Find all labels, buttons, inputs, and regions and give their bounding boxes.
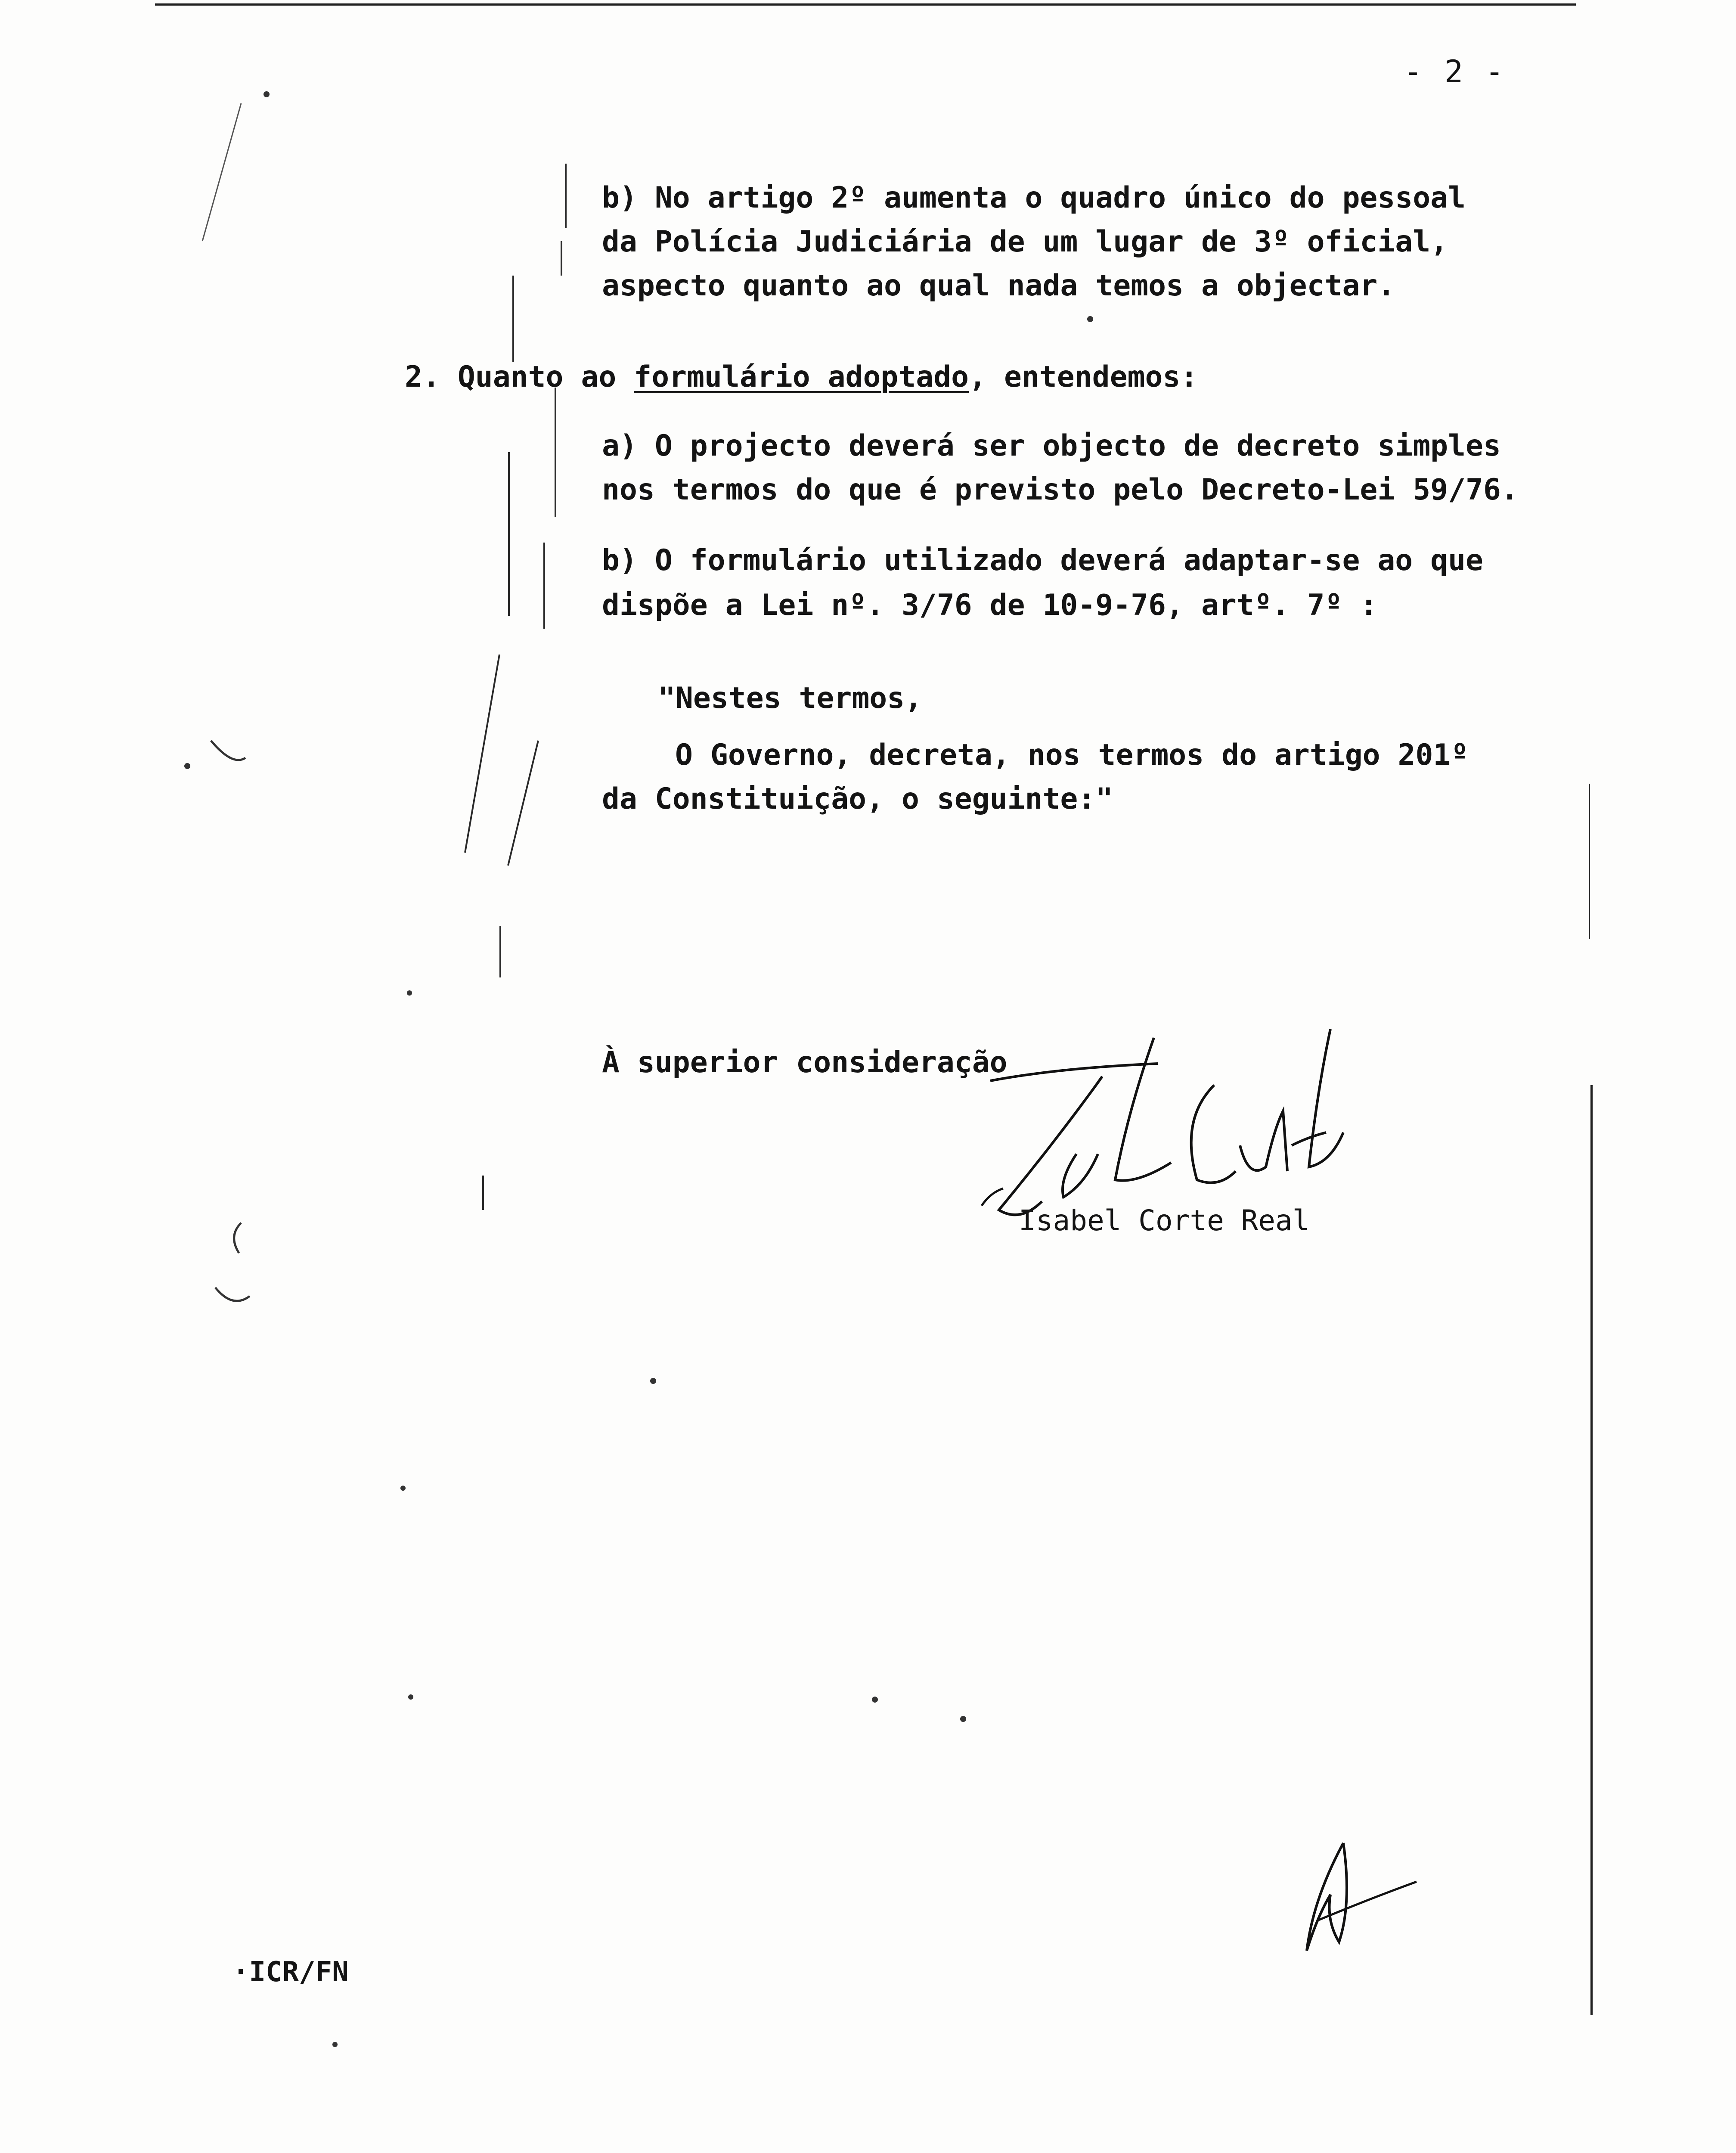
item-2-underlined: formulário adoptado: [634, 360, 969, 394]
scan-speck: [872, 1697, 878, 1703]
scan-speck: [407, 990, 412, 996]
item-1b-line: aspecto quanto ao qual nada temos a objectar.: [602, 269, 1395, 303]
item-2a-line: nos termos do que é previsto pelo Decreto-Lei 59/76.: [602, 473, 1519, 507]
scan-speck: [408, 1694, 413, 1700]
scan-speck: [264, 91, 270, 97]
item-2-number: 2.: [405, 360, 440, 394]
scan-speck: [184, 763, 190, 769]
scan-speck: [332, 2042, 338, 2047]
scan-speck: [400, 1486, 406, 1491]
scan-speck: [650, 1378, 656, 1384]
scan-speck: [1087, 316, 1093, 322]
scan-speck: [960, 1716, 966, 1722]
reference-code: ·ICR/FN: [232, 1956, 349, 1988]
item-1b-line: b) No artigo 2º aumenta o quadro único do pessoal: [602, 181, 1466, 215]
closing-line: À superior consideração: [602, 1045, 1008, 1080]
item-1b-line: da Polícia Judiciária de um lugar de 3º oficial,: [602, 225, 1448, 259]
handwritten-initial: [1300, 1834, 1429, 1964]
right-edge-line: [1590, 1085, 1593, 2015]
item-2-suffix: , entendemos:: [969, 360, 1198, 394]
item-2-heading: [405, 360, 1198, 394]
item-2b-line: dispõe a Lei nº. 3/76 de 10-9-76, artº. 7º :: [602, 588, 1378, 622]
signatory-name: Isabel Corte Real: [1019, 1204, 1310, 1237]
page-number: - 2 -: [1404, 53, 1506, 90]
item-2b-line: b) O formulário utilizado deverá adaptar-se ao que: [602, 543, 1483, 577]
quote-line: da Constituição, o seguinte:": [602, 782, 1113, 816]
item-2-prefix: Quanto ao: [457, 360, 634, 394]
quote-line: "Nestes termos,: [658, 681, 923, 715]
quote-line: O Governo, decreta, nos termos do artigo 201º: [675, 738, 1469, 772]
right-edge-line-top: [1589, 784, 1590, 939]
item-2a-line: a) O projecto deverá ser objecto de decreto simples: [602, 429, 1501, 463]
